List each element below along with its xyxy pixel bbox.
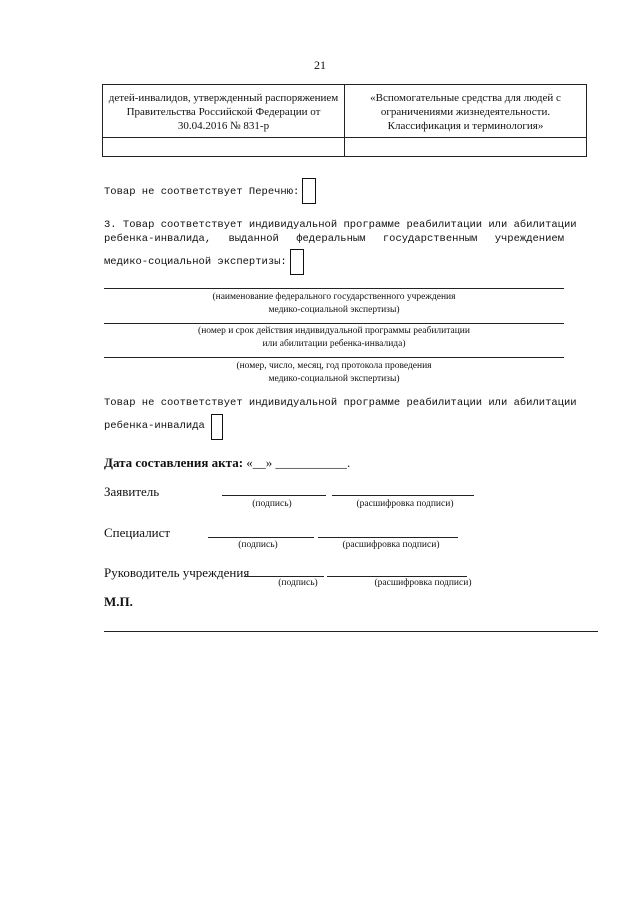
table-cell-standard: «Вспомогательные средства для людей с ограничениями жизнедеятельности. Классификация и терминология» [345, 85, 587, 138]
specialist-decoding-caption: (расшифровка подписи) [342, 540, 440, 550]
applicant-signature-line[interactable] [222, 495, 326, 496]
applicant-label: Заявитель [104, 484, 160, 499]
applicant-decoding-caption: (расшифровка подписи) [356, 499, 454, 509]
program-line[interactable] [104, 323, 564, 324]
head-label: Руководитель учреждения [104, 565, 250, 580]
head-decoding-caption: (расшифровка подписи) [374, 578, 472, 588]
program-caption: (номер и срок действия индивидуальной программы реабилитации или абилитации ребенка-инвалида) [198, 326, 470, 349]
not-in-list-checkbox[interactable] [302, 178, 316, 204]
applicant-signature-caption: (подпись) [252, 499, 292, 509]
program-match-checkbox[interactable] [290, 249, 304, 275]
not-matching-line1: Товар не соответствует индивидуальной программе реабилитации или абилитации [104, 397, 577, 409]
head-signature-caption: (подпись) [278, 578, 318, 588]
not-in-list-label: Товар не соответствует Перечню: [104, 186, 300, 198]
applicant-decoding-line[interactable] [332, 495, 474, 496]
stamp-label: М.П. [104, 594, 133, 609]
page-number: 21 [314, 58, 326, 72]
not-matching-line2: ребенка-инвалида [104, 420, 205, 432]
act-date[interactable]: Дата составления акта: «__» ___________. [104, 455, 351, 470]
institution-caption: (наименование федерального государственного учреждения медико-социальной экспертизы) [212, 292, 456, 315]
table-cell-decree: детей-инвалидов, утвержденный распоряжением Правительства Российской Федерации от 30.04.2016 № 831-р [103, 85, 345, 138]
protocol-caption: (номер, число, месяц, год протокола проведения медико-социальной экспертизы) [236, 361, 432, 384]
table-cell-empty[interactable] [345, 138, 587, 157]
specialist-label: Специалист [104, 525, 171, 540]
item3-line1: 3. Товар соответствует индивидуальной программе реабилитации или абилитации [104, 219, 577, 231]
item3-line3: медико-социальной экспертизы: [104, 256, 287, 268]
institution-line[interactable] [104, 288, 564, 289]
bottom-rule [104, 631, 598, 632]
table-cell-empty[interactable] [103, 138, 345, 157]
specialist-decoding-line[interactable] [318, 537, 458, 538]
specialist-signature-caption: (подпись) [238, 540, 278, 550]
item3-line2: ребенка-инвалида, выданной федеральным государственным учреждением [104, 233, 564, 245]
reference-table [102, 84, 587, 157]
protocol-line[interactable] [104, 357, 564, 358]
not-matching-checkbox[interactable] [211, 414, 223, 440]
specialist-signature-line[interactable] [208, 537, 314, 538]
